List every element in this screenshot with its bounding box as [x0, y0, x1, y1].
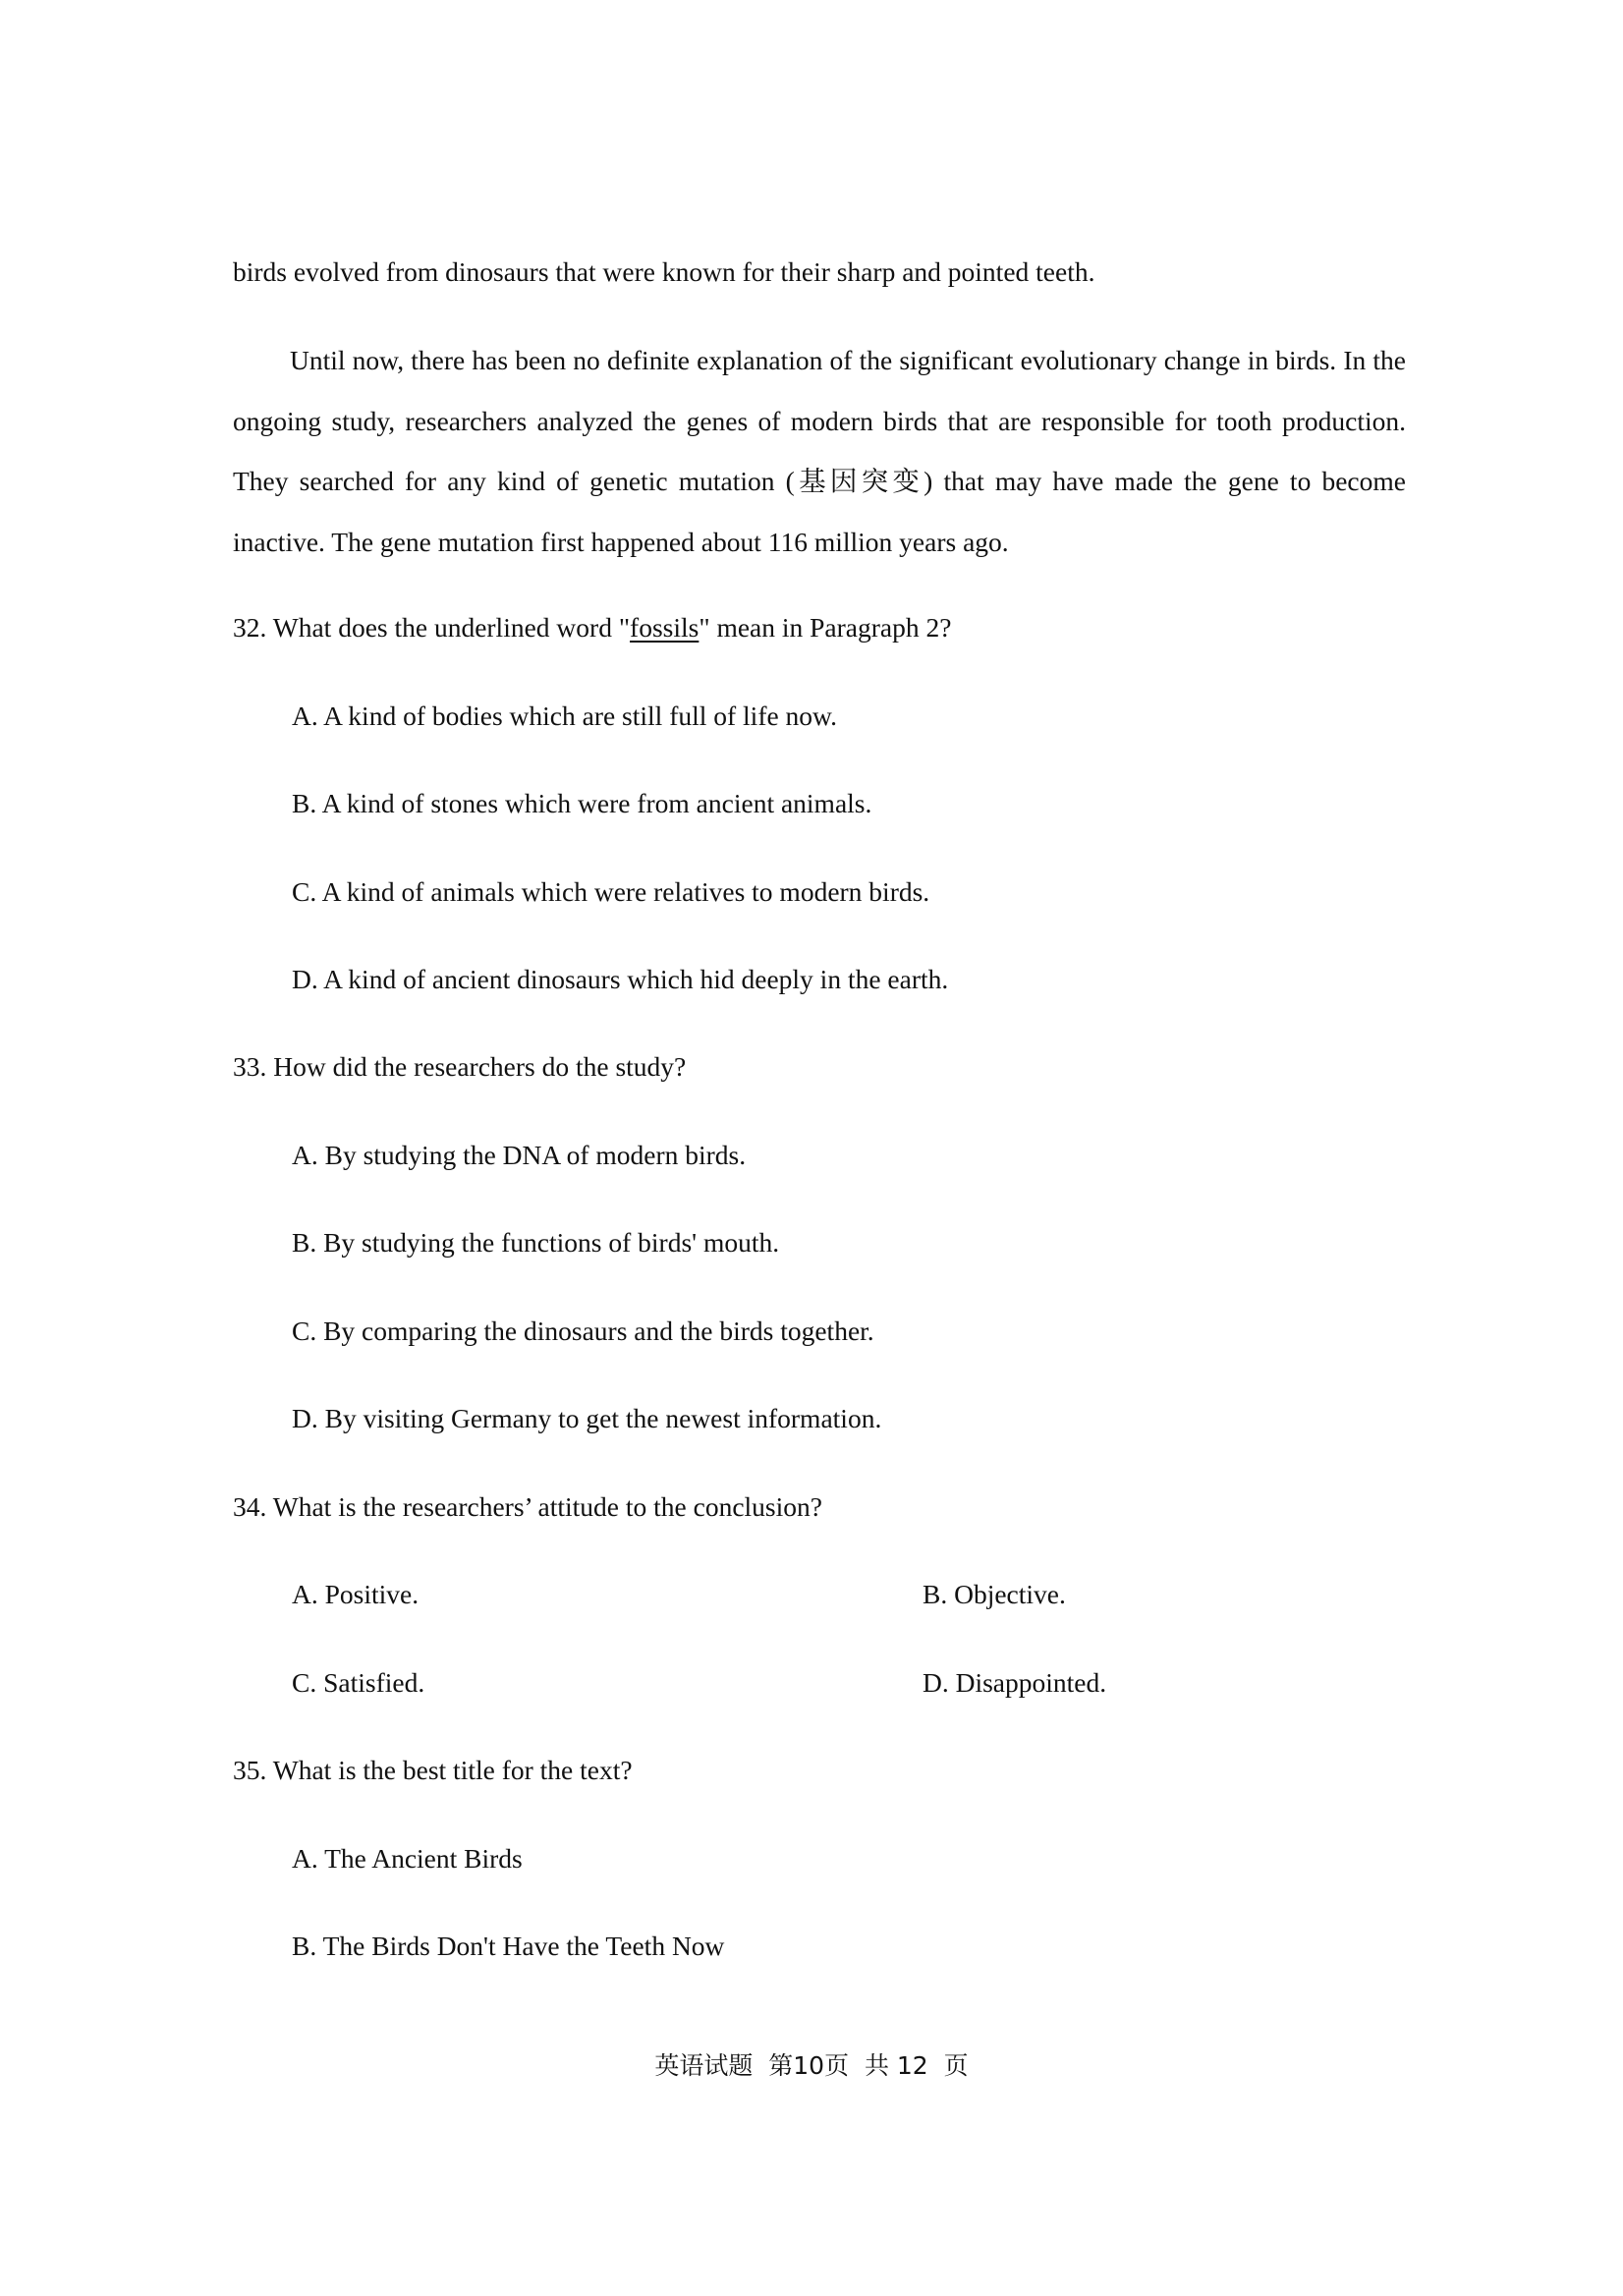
- option-34-b: B. Objective.: [923, 1579, 1066, 1609]
- question-33: 33. How did the researchers do the study?: [233, 1051, 687, 1082]
- option-34-c: C. Satisfied.: [292, 1667, 425, 1698]
- question-34: 34. What is the researchers’ attitude to the conclusion?: [233, 1491, 822, 1522]
- page-footer: 英语试题 第10页 共 12 页: [654, 2051, 969, 2080]
- option-32-c: C. A kind of animals which were relatives to modern birds.: [292, 876, 930, 907]
- option-34-d: D. Disappointed.: [923, 1667, 1107, 1698]
- question-35: 35. What is the best title for the text?: [233, 1755, 633, 1785]
- option-35-a: A. The Ancient Birds: [292, 1843, 523, 1874]
- option-35-b: B. The Birds Don't Have the Teeth Now: [292, 1931, 725, 1961]
- option-32-d: D. A kind of ancient dinosaurs which hid deeply in the earth.: [292, 964, 949, 994]
- option-33-b: B. By studying the functions of birds' mouth.: [292, 1227, 780, 1258]
- option-32-b: B. A kind of stones which were from ancient animals.: [292, 788, 872, 818]
- question-32: 32. What does the underlined word "fossils" mean in Paragraph 2?: [233, 612, 952, 643]
- option-33-c: C. By comparing the dinosaurs and the birds together.: [292, 1316, 874, 1346]
- option-33-d: D. By visiting Germany to get the newest information.: [292, 1403, 882, 1433]
- option-32-a: A. A kind of bodies which are still full of life now.: [292, 700, 838, 731]
- passage-paragraph-text: Until now, there has been no definite explanation of the significant evolutionary change in birds. In the ongoing study, researchers analyzed the genes of modern birds that are responsible for tooth production. They searched for any kind of genetic mutation (基因突变) that may have made the gene to become inactive. The gene mutation first happened about 116 million years ago.: [233, 345, 1406, 557]
- passage-paragraph: [233, 330, 1406, 572]
- option-34-a: A. Positive.: [292, 1579, 420, 1609]
- option-33-a: A. By studying the DNA of modern birds.: [292, 1140, 747, 1170]
- underlined-word: fossils: [630, 612, 700, 643]
- passage-line-top: birds evolved from dinosaurs that were known for their sharp and pointed teeth.: [233, 256, 1095, 287]
